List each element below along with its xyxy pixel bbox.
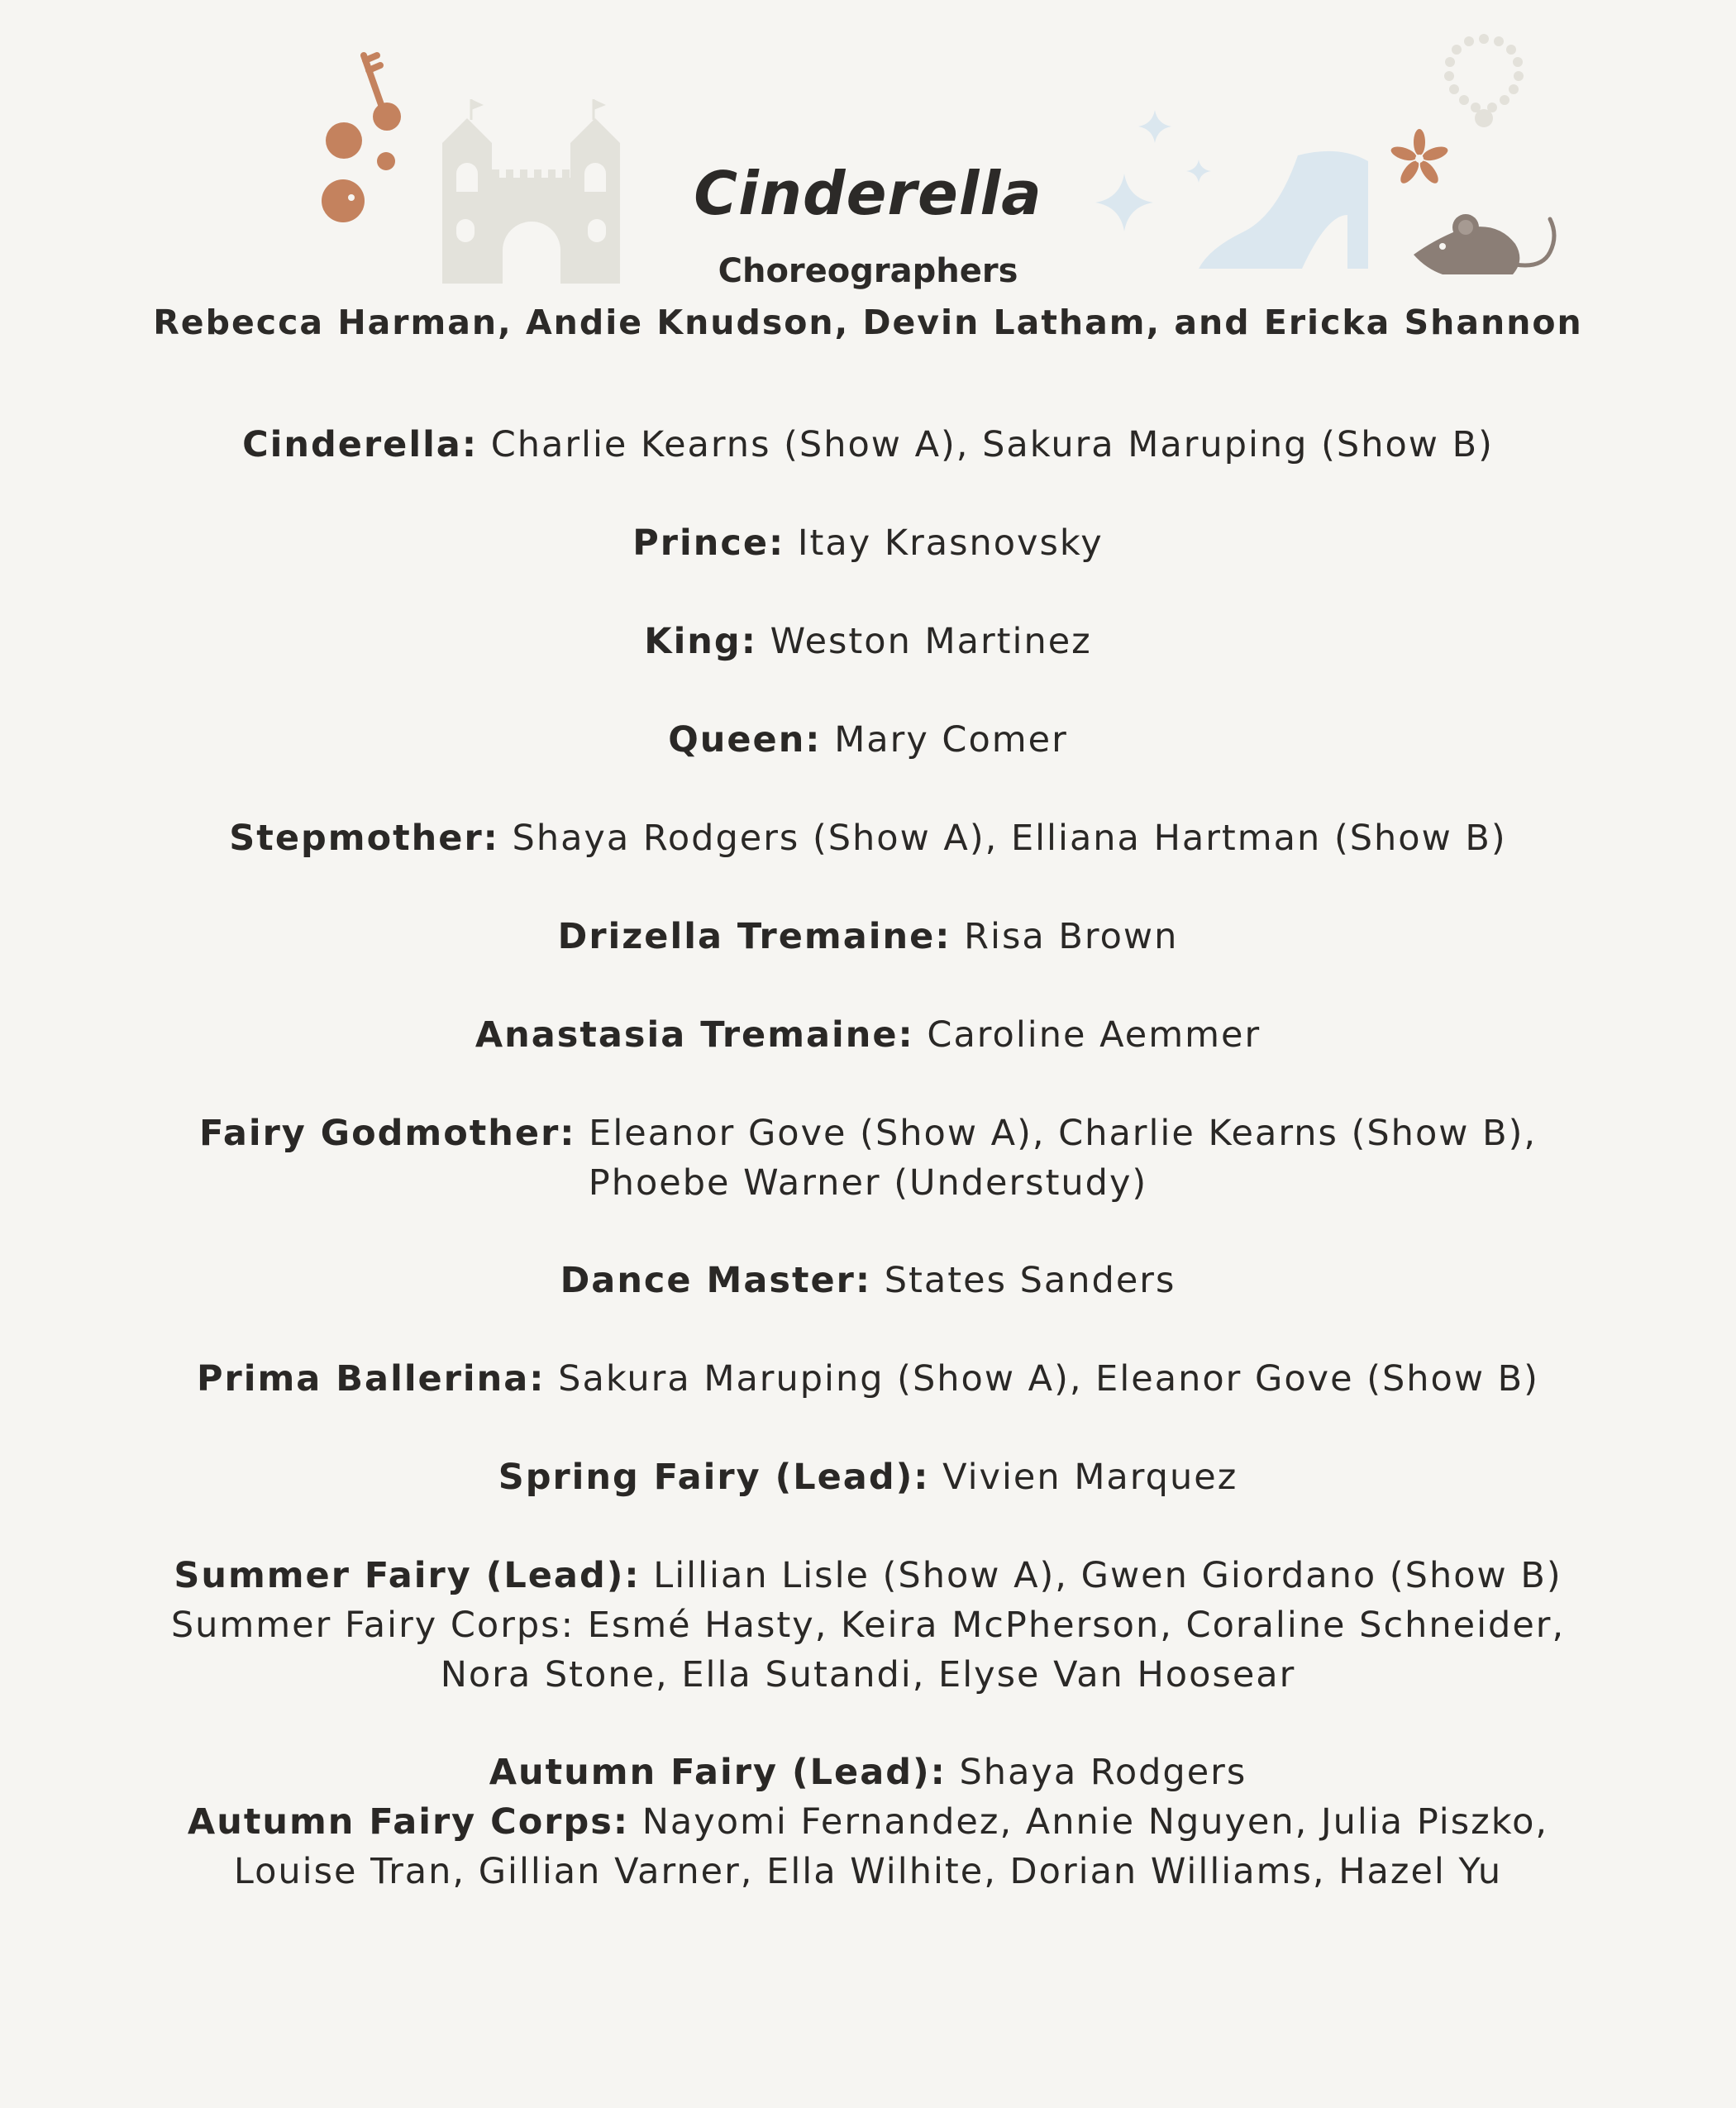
cast-entry-summer-fairy	[0, 1551, 1736, 1700]
role-label: Stepmother:	[229, 818, 499, 859]
role-label: Prince:	[632, 522, 785, 564]
cast-entry-prima-ballerina	[0, 1354, 1736, 1404]
cast-entry-prince	[0, 518, 1736, 568]
role-label: Autumn Fairy Corps:	[187, 1801, 630, 1843]
cast-names: Caroline Aemmer	[927, 1014, 1261, 1056]
role-label: Summer Fairy (Lead):	[174, 1555, 641, 1596]
cast-names: Lillian Lisle (Show A), Gwen Giordano (Show B)	[653, 1555, 1562, 1596]
cast-entry-autumn-fairy	[0, 1748, 1736, 1896]
role-label: Drizella Tremaine:	[557, 916, 951, 957]
role-label: Cinderella:	[242, 424, 479, 465]
role-label: Dance Master:	[560, 1260, 872, 1301]
role-label: Queen:	[668, 719, 822, 761]
summer-fairy-corps: Summer Fairy Corps: Esmé Hasty, Keira McPherson, Coraline Schneider,	[170, 1605, 1566, 1646]
role-label: Anastasia Tremaine:	[475, 1014, 914, 1056]
cast-names: Itay Krasnovsky	[797, 522, 1104, 564]
choreographers-list: Rebecca Harman, Andie Knudson, Devin Latham, and Ericka Shannon	[153, 303, 1583, 342]
cast-names: Vivien Marquez	[942, 1457, 1238, 1498]
cast-entry-dance-master	[0, 1256, 1736, 1305]
cast-names: Mary Comer	[834, 719, 1068, 761]
cast-entry-cinderella	[0, 420, 1736, 470]
cast-names: Nayomi Fernandez, Annie Nguyen, Julia Piszko,	[641, 1801, 1549, 1843]
role-label: Autumn Fairy (Lead):	[489, 1752, 947, 1793]
cast-names: Risa Brown	[964, 916, 1179, 957]
cast-names: States Sanders	[884, 1260, 1176, 1301]
cast-names-continued: Phoebe Warner (Understudy)	[588, 1162, 1148, 1204]
page-subtitle: Choreographers	[718, 252, 1018, 290]
summer-fairy-corps-continued: Nora Stone, Ella Sutandi, Elyse Van Hoosear	[440, 1654, 1296, 1695]
cast-entry-anastasia	[0, 1010, 1736, 1060]
role-label: Fairy Godmother:	[198, 1113, 576, 1154]
cast-names: Sakura Maruping (Show A), Eleanor Gove (Show B)	[558, 1358, 1539, 1400]
cast-entry-drizella	[0, 912, 1736, 961]
autumn-fairy-corps-continued: Louise Tran, Gillian Varner, Ella Wilhite, Dorian Williams, Hazel Yu	[233, 1851, 1503, 1892]
cast-names: Shaya Rodgers	[959, 1752, 1247, 1793]
role-label: King:	[644, 621, 757, 662]
cast-entry-king	[0, 617, 1736, 666]
role-label: Prima Ballerina:	[197, 1358, 546, 1400]
role-label: Spring Fairy (Lead):	[498, 1457, 930, 1498]
cast-names: Shaya Rodgers (Show A), Elliana Hartman (Show B)	[512, 818, 1507, 859]
page-title: Cinderella	[694, 159, 1042, 228]
cast-entry-spring-fairy	[0, 1452, 1736, 1502]
cast-names: Eleanor Gove (Show A), Charlie Kearns (Show B),	[589, 1113, 1538, 1154]
cast-names: Charlie Kearns (Show A), Sakura Maruping (Show B)	[490, 424, 1494, 465]
cast-entry-stepmother	[0, 813, 1736, 863]
cast-names: Weston Martinez	[770, 621, 1092, 662]
cast-entry-queen	[0, 715, 1736, 765]
pearl-necklace-icon	[1434, 29, 1533, 136]
cast-entry-fairy-godmother	[0, 1109, 1736, 1208]
